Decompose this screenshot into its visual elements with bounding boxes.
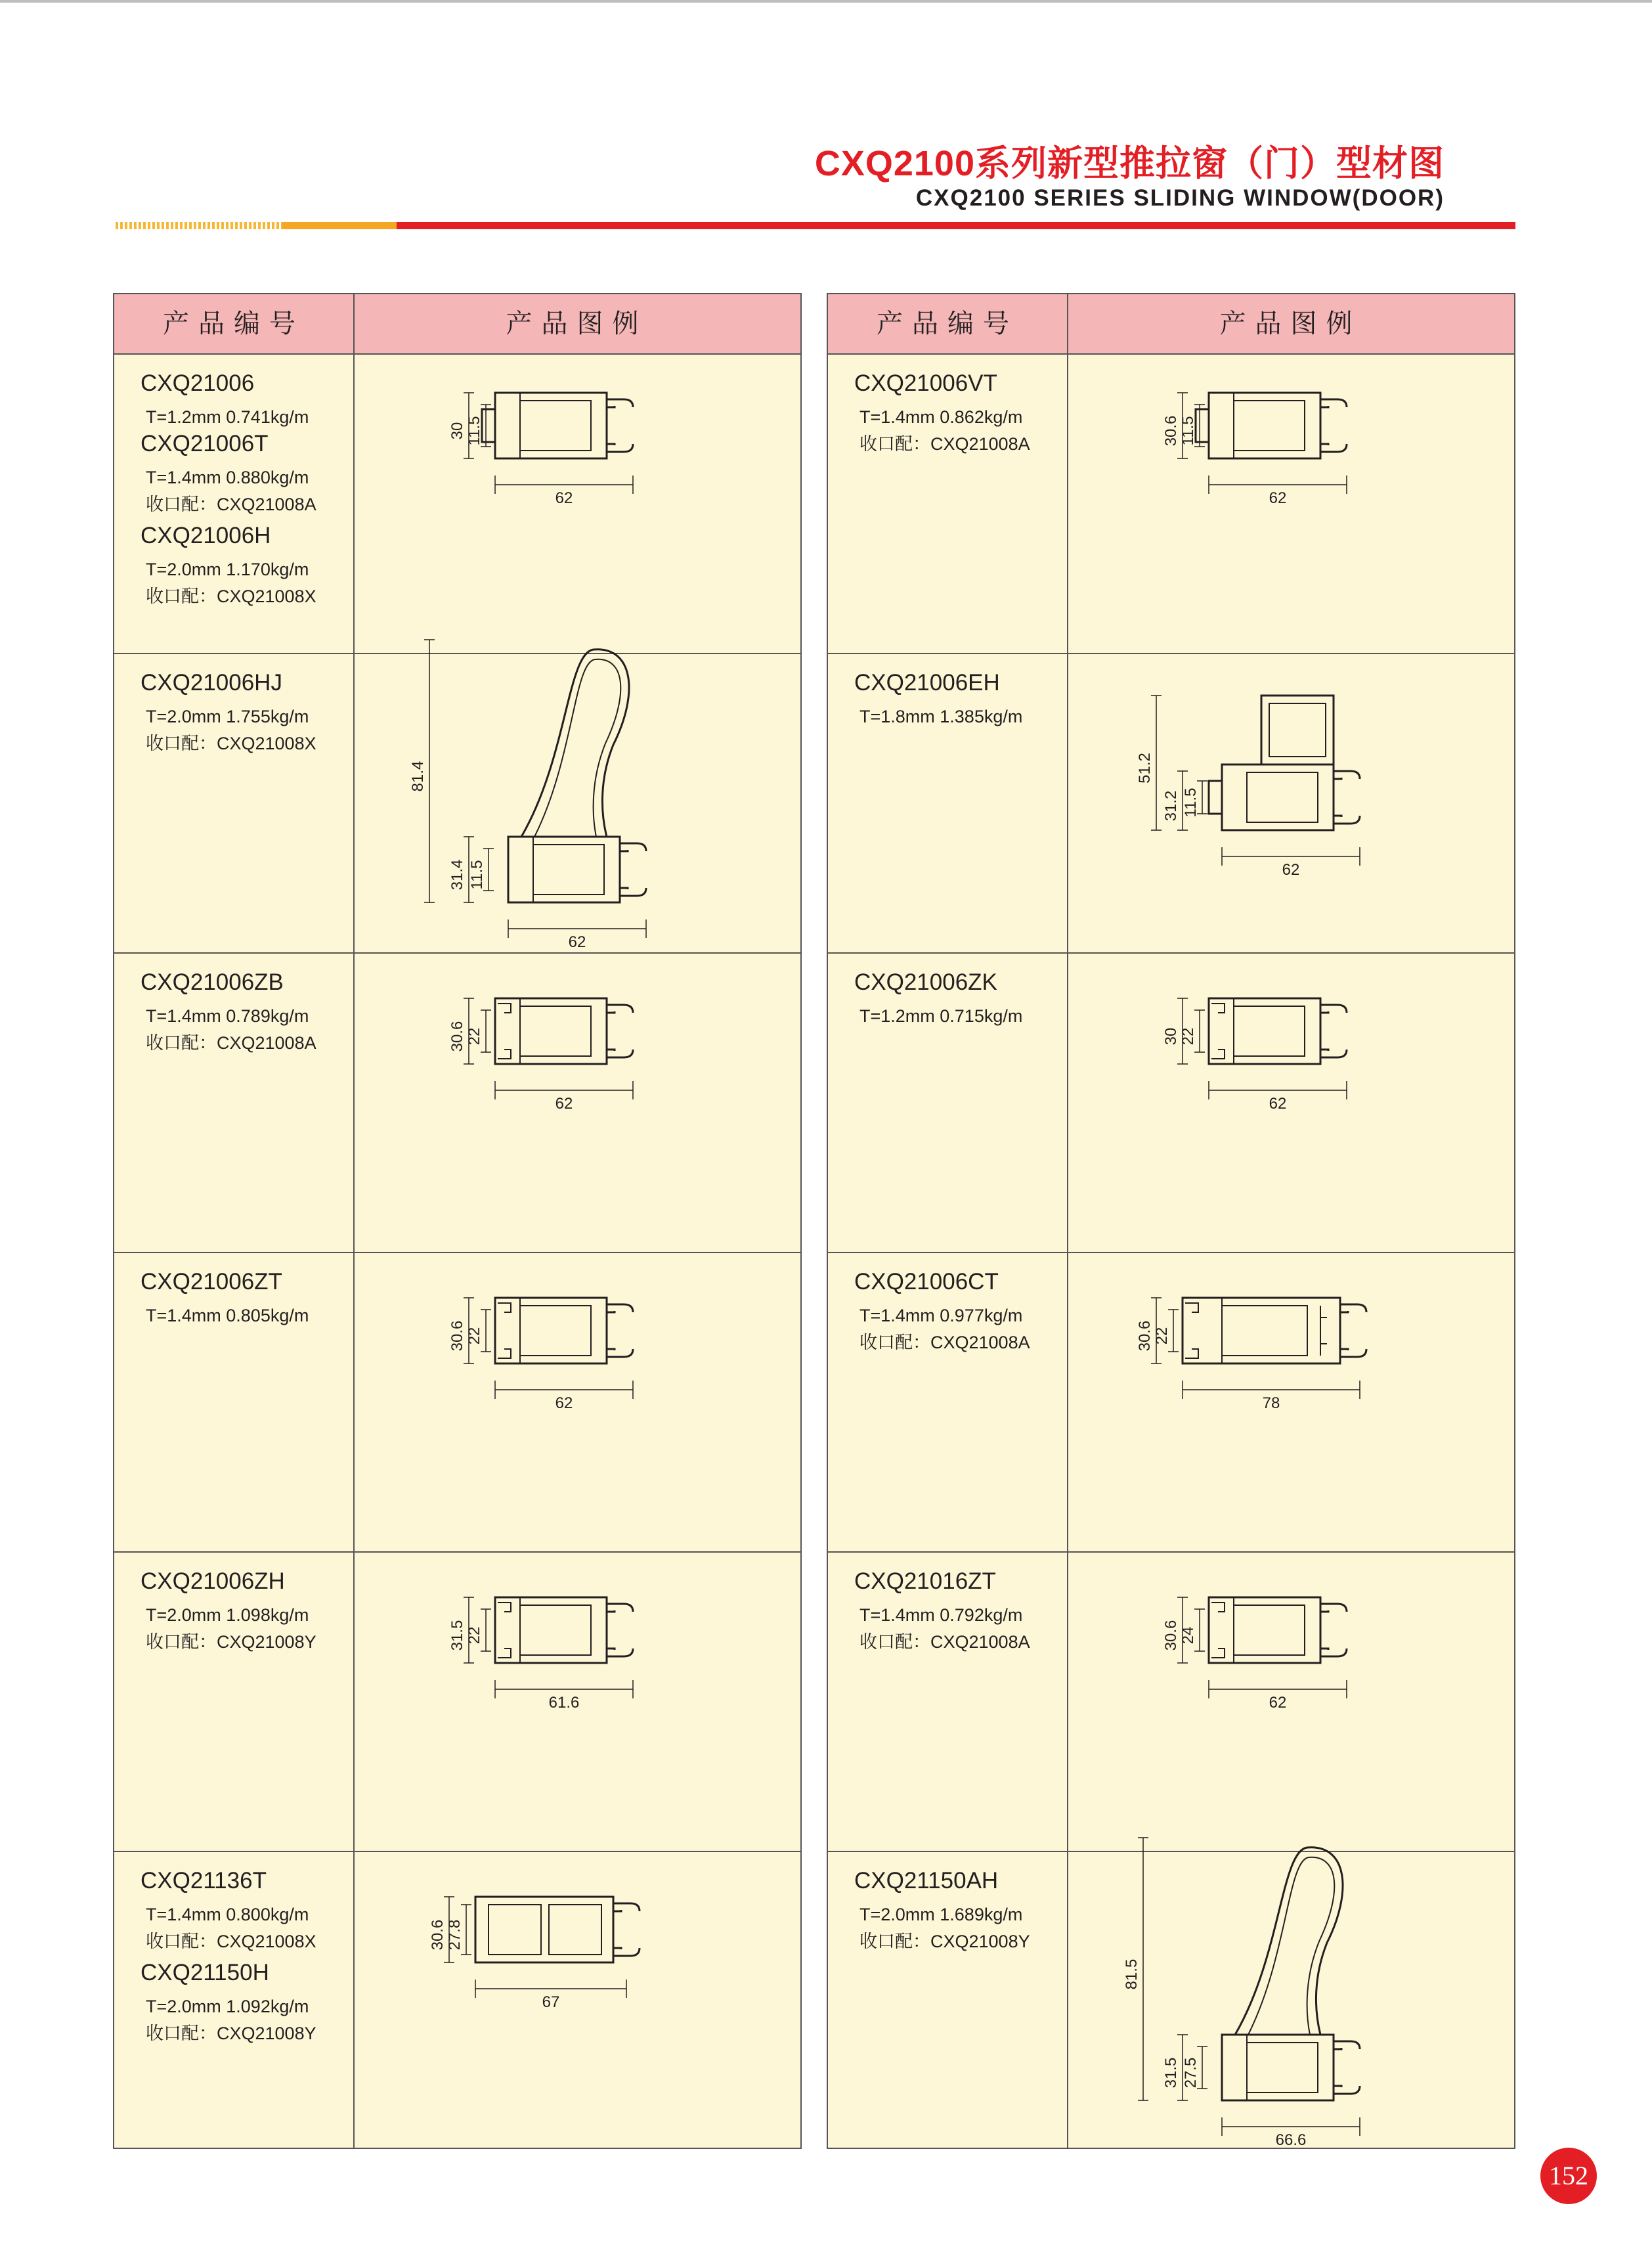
product-spec: T=1.4mm 0.880kg/m	[146, 468, 309, 487]
row-divider	[828, 952, 1514, 954]
closure-fit-note: 收口配：CXQ21008A	[859, 1333, 1030, 1352]
dim-inner: 27.5	[1182, 2057, 1200, 2089]
product-spec: T=1.4mm 0.805kg/m	[146, 1306, 309, 1325]
closure-fit-note: 收口配：CXQ21008X	[146, 1932, 316, 1951]
row-divider	[114, 1252, 800, 1253]
product-code: CXQ21006T	[141, 431, 269, 456]
profile-drawing	[1110, 1584, 1478, 1867]
header-product-figure: 产品图例	[1219, 309, 1362, 338]
dim-width: 67	[542, 1993, 560, 2011]
dim-width: 61.6	[548, 1694, 580, 1712]
profile-table-right	[827, 293, 1515, 2149]
dim-total: 81.4	[409, 761, 427, 792]
profile-drawing	[397, 380, 764, 662]
dim-height: 30.6	[1162, 415, 1180, 447]
page-title-en: CXQ2100 SERIES SLIDING WINDOW(DOOR)	[915, 185, 1445, 211]
closure-fit-note: 收口配：CXQ21008X	[146, 734, 316, 753]
dim-inner: 27.8	[446, 1919, 464, 1951]
product-code: CXQ21016ZT	[854, 1568, 996, 1594]
header-product-code: 产品编号	[877, 309, 1018, 338]
dim-inner: 11.5	[1182, 787, 1200, 818]
row-divider	[114, 1551, 800, 1553]
dim-inner: 11.5	[468, 860, 486, 890]
product-code: CXQ21006HJ	[141, 670, 282, 696]
dim-width: 66.6	[1275, 2131, 1307, 2149]
profile-drawing	[1110, 666, 1478, 948]
product-code: CXQ21006CT	[854, 1269, 999, 1295]
page-number: 152	[1549, 2161, 1588, 2190]
closure-fit-note: 收口配：CXQ21008A	[146, 1033, 316, 1053]
dim-width: 62	[568, 933, 586, 951]
profile-table-left	[113, 293, 802, 2149]
dim-height: 30.6	[1136, 1320, 1154, 1352]
profile-drawing	[397, 1884, 764, 2166]
product-code: CXQ21006VT	[854, 370, 997, 396]
dim-height: 31.5	[1162, 2057, 1180, 2089]
header-product-figure: 产品图例	[506, 309, 648, 338]
closure-fit-note: 收口配：CXQ21008A	[146, 495, 316, 514]
dim-width: 62	[1269, 1694, 1287, 1712]
profile-drawing	[397, 1285, 764, 1567]
dim-width: 78	[1262, 1394, 1280, 1412]
row-divider	[828, 653, 1514, 654]
page-title-cn: CXQ2100系列新型推拉窗（门）型材图	[814, 144, 1445, 183]
product-spec: T=2.0mm 1.098kg/m	[146, 1605, 309, 1625]
profile-drawing	[1110, 380, 1478, 662]
product-spec: T=1.4mm 0.977kg/m	[859, 1306, 1023, 1325]
row-divider	[828, 1551, 1514, 1553]
dim-inner: 22	[466, 1626, 483, 1645]
closure-fit-note: 收口配：CXQ21008Y	[859, 1932, 1030, 1951]
profile-drawing	[1110, 985, 1478, 1268]
top-border-line	[0, 0, 1652, 3]
closure-fit-note: 收口配：CXQ21008Y	[146, 1632, 316, 1652]
dim-height: 30	[448, 422, 466, 440]
dim-width: 62	[1269, 489, 1287, 507]
dim-height: 30	[1162, 1027, 1180, 1046]
dim-height: 30.6	[448, 1021, 466, 1052]
profile-drawing	[397, 985, 764, 1268]
row-divider	[828, 1252, 1514, 1253]
dim-width: 62	[1269, 1095, 1287, 1113]
product-code: CXQ21006ZH	[141, 1568, 285, 1594]
dim-inner: 22	[466, 1027, 483, 1046]
header-product-code: 产品编号	[163, 309, 305, 338]
closure-fit-note: 收口配：CXQ21008A	[859, 434, 1030, 454]
dim-inner: 22	[466, 1327, 483, 1345]
closure-fit-note: 收口配：CXQ21008X	[146, 587, 316, 606]
product-code: CXQ21006	[141, 370, 255, 396]
product-code: CXQ21150H	[141, 1960, 269, 1985]
profile-drawing	[1110, 1838, 1478, 2149]
closure-fit-note: 收口配：CXQ21008Y	[146, 2024, 316, 2043]
column-divider	[353, 294, 355, 2148]
dim-inner: 11.5	[1179, 416, 1197, 446]
product-spec: T=2.0mm 1.170kg/m	[146, 560, 309, 579]
page-number-badge	[1540, 2148, 1597, 2204]
product-code: CXQ21150AH	[854, 1868, 999, 1893]
header-rule-yellow	[282, 222, 398, 229]
product-code: CXQ21006ZT	[141, 1269, 282, 1295]
table-header	[114, 294, 800, 355]
dim-height: 31.2	[1162, 790, 1180, 822]
table-header	[828, 294, 1514, 355]
dim-height: 30.6	[429, 1919, 446, 1951]
product-spec: T=2.0mm 1.689kg/m	[859, 1905, 1023, 1924]
dim-inner: 22	[1153, 1327, 1171, 1345]
product-code: CXQ21006EH	[854, 670, 1000, 696]
product-code: CXQ21006H	[141, 523, 271, 548]
profile-drawing	[397, 640, 764, 951]
dim-height: 30.6	[1162, 1620, 1180, 1651]
product-spec: T=2.0mm 1.755kg/m	[146, 707, 309, 726]
header-rule-red	[397, 222, 1515, 229]
dim-total: 81.5	[1123, 1959, 1141, 1990]
dim-inner: 11.5	[466, 416, 483, 446]
product-spec: T=1.8mm 1.385kg/m	[859, 707, 1023, 726]
product-code: CXQ21006ZK	[854, 969, 997, 995]
product-spec: T=1.4mm 0.792kg/m	[859, 1605, 1023, 1625]
dim-width: 62	[555, 1394, 573, 1412]
closure-fit-note: 收口配：CXQ21008A	[859, 1632, 1030, 1652]
product-code: CXQ21136T	[141, 1868, 267, 1893]
product-spec: T=1.4mm 0.800kg/m	[146, 1905, 309, 1924]
dim-width: 62	[1282, 861, 1300, 879]
dim-width: 62	[555, 1095, 573, 1113]
row-divider	[114, 1851, 800, 1852]
product-code: CXQ21006ZB	[141, 969, 284, 995]
dim-inner: 24	[1179, 1626, 1197, 1645]
dim-total: 51.2	[1136, 753, 1154, 784]
dim-inner: 22	[1179, 1027, 1197, 1046]
dim-height: 31.5	[448, 1620, 466, 1651]
dim-height: 31.4	[448, 859, 466, 891]
product-spec: T=2.0mm 1.092kg/m	[146, 1997, 309, 2016]
product-spec: T=1.2mm 0.741kg/m	[146, 407, 309, 427]
column-divider	[1067, 294, 1068, 2148]
profile-drawing	[397, 1584, 764, 1867]
profile-drawing	[1110, 1285, 1478, 1567]
dim-width: 62	[555, 489, 573, 507]
product-spec: T=1.2mm 0.715kg/m	[859, 1006, 1023, 1026]
dim-height: 30.6	[448, 1320, 466, 1352]
product-spec: T=1.4mm 0.862kg/m	[859, 407, 1023, 427]
product-spec: T=1.4mm 0.789kg/m	[146, 1006, 309, 1026]
row-divider	[114, 952, 800, 954]
